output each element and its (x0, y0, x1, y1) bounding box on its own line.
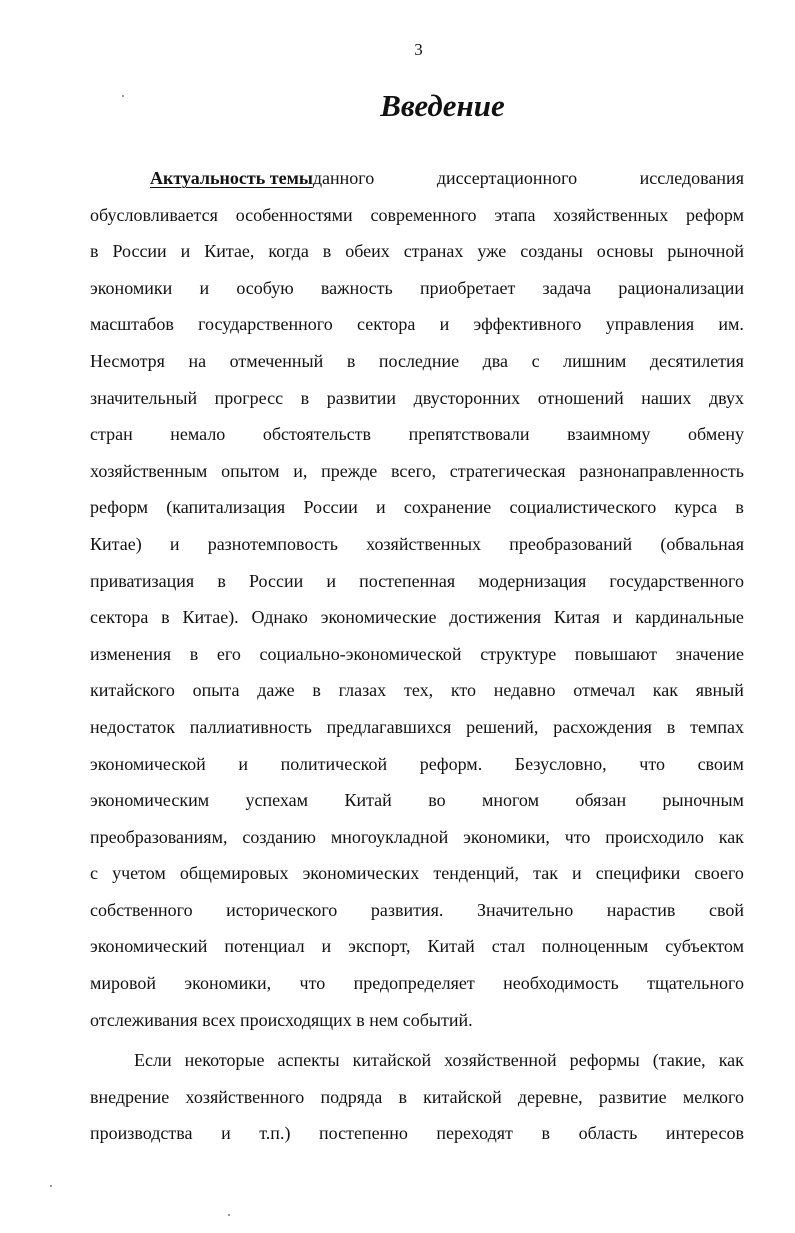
text-line: сектора в Китае). Однако экономические достижения Китая и кардинальные (90, 607, 744, 628)
first-line-rest: данного диссертационного исследования (312, 168, 744, 188)
text-line: внедрение хозяйственного подряда в китайской деревне, развитие мелкого (90, 1086, 744, 1107)
text-line: приватизация в России и постепенная модернизация государственного (90, 570, 744, 591)
text-line: Если некоторые аспекты китайской хозяйственной реформы (такие, как (134, 1050, 744, 1071)
paragraph-reform-aspects (90, 1042, 744, 1152)
text-line: мировой экономики, что предопределяет необходимость тщательного (90, 973, 744, 994)
text-line: экономическим успехам Китай во многом обязан рыночным (90, 790, 744, 811)
text-line: хозяйственным опытом и, прежде всего, стратегическая разнонаправленность (90, 460, 744, 481)
text-line: стран немало обстоятельств препятствовали взаимному обмену (90, 424, 744, 445)
text-line: преобразованиям, созданию многоукладной экономики, что происходило как (90, 826, 744, 847)
text-line: реформ (капитализация России и сохранение социалистического курса в (90, 497, 744, 518)
text-line: производства и т.п.) постепенно переходят в область интересов (90, 1123, 744, 1144)
scan-speck (228, 1214, 230, 1216)
scan-speck (50, 1185, 52, 1187)
text-line: обусловливается особенностями современного этапа хозяйственных реформ (90, 204, 744, 225)
scan-speck (122, 95, 124, 97)
text-line: экономической и политической реформ. Безусловно, что своим (90, 753, 744, 774)
page-number: 3 (414, 40, 423, 59)
text-line: отслеживания всех происходящих в нем событий. (90, 1009, 473, 1030)
section-heading: Введение (380, 88, 505, 123)
text-line (90, 160, 744, 197)
text-line: собственного исторического развития. Значительно нарастив свой (90, 899, 744, 920)
text-line: значительный прогресс в развитии двусторонних отношений наших двух (90, 387, 744, 408)
text-line: изменения в его социально-экономической структуре повышают значение (90, 643, 744, 664)
text-line: масштабов государственного сектора и эффективного управления им. (90, 314, 744, 335)
paragraph-actuality (90, 160, 744, 1038)
text-line: в России и Китае, когда в обеих странах уже созданы основы рыночной (90, 241, 744, 262)
text-line: недостаток паллиативность предлагавшихся решений, расхождения в темпах (90, 716, 744, 737)
text-line: экономики и особую важность приобретает задача рационализации (90, 277, 744, 298)
actuality-lead: Актуальность темы (150, 168, 313, 188)
text-line: Китае) и разнотемповость хозяйственных преобразований (обвальная (90, 533, 744, 554)
body-text (90, 160, 744, 1152)
text-line: Несмотря на отмеченный в последние два с лишним десятилетия (90, 350, 744, 371)
text-line: китайского опыта даже в глазах тех, кто недавно отмечал как явный (90, 680, 744, 701)
text-line: экономический потенциал и экспорт, Китай стал полноценным субъектом (90, 936, 744, 957)
text-line: с учетом общемировых экономических тенденций, так и специфики своего (90, 863, 744, 884)
